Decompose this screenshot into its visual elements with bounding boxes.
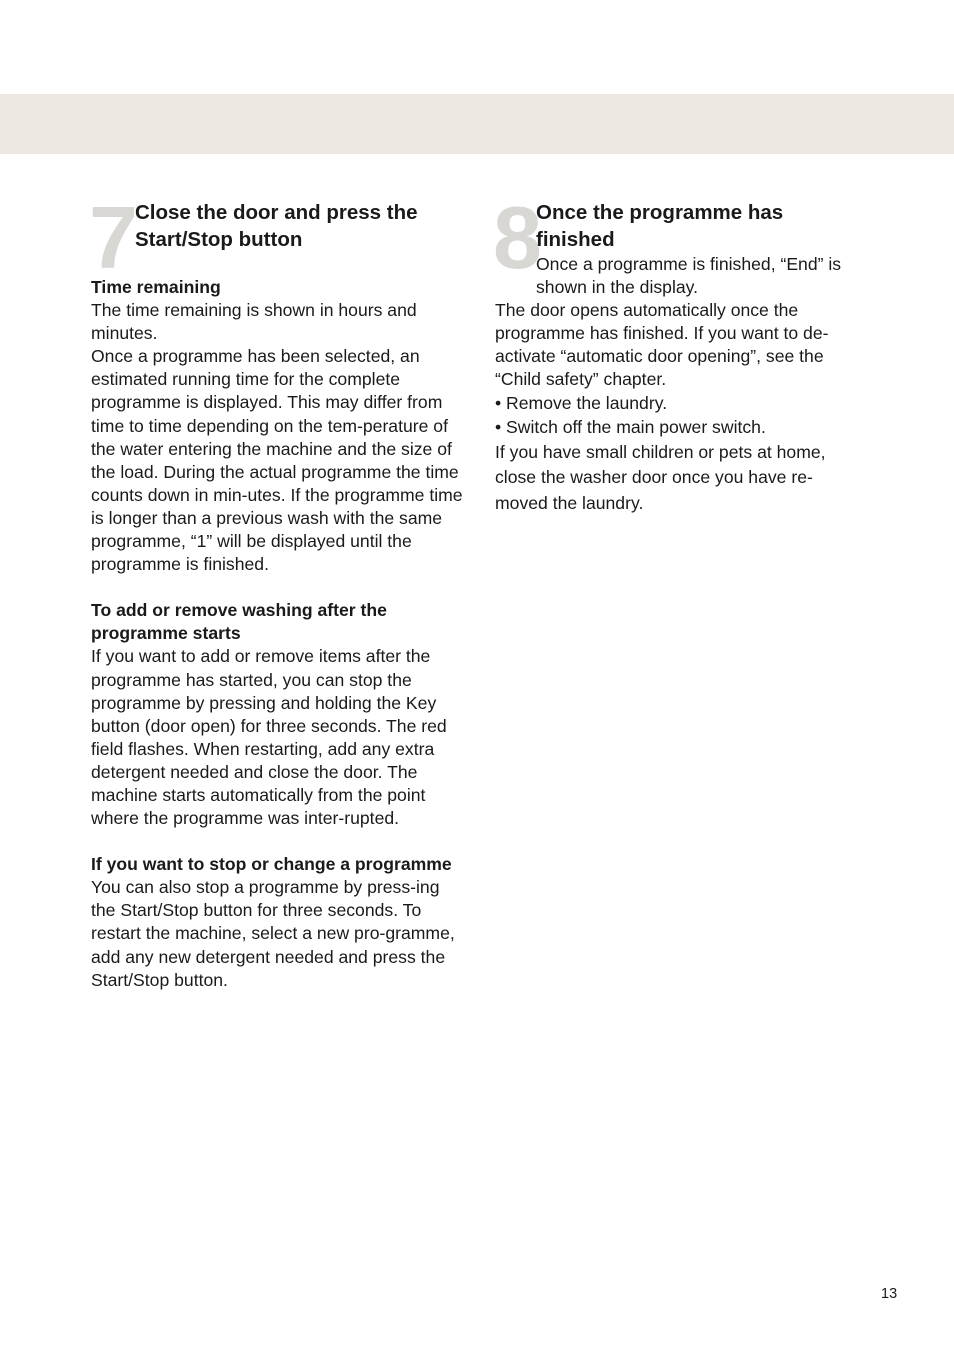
step-8-body: The door opens automatically once the programme has finished. If you want to de-activate “automatic door opening”, see the “Child safety” chapter.: [495, 300, 829, 390]
bullet-item: • Remove the laundry.: [495, 392, 668, 413]
step-8-title: Once the programme has finished: [536, 201, 784, 251]
step-8-column: [493, 188, 860, 516]
step-7-number: 7: [89, 188, 134, 287]
section-paragraph: If you want to add or remove items after the programme has started, you can stop the programme by pressing and holding the Key button (door open) for three seconds. The red field flashes. When restarting, add any extra detergent needed and close the door. The machine starts automatically from the point where the programme was inter-rupted.: [91, 646, 447, 829]
section-heading-time-remaining: Time remaining: [91, 277, 221, 297]
step-8-closing: If you have small children or pets at home, close the washer door once you have re-moved the laundry.: [495, 441, 826, 513]
header-band: [0, 94, 954, 154]
section-heading-add-remove: To add or remove washing after the programme starts: [91, 600, 387, 644]
bullet-item: • Switch off the main power switch.: [495, 416, 766, 437]
step-8-number: 8: [493, 188, 538, 287]
section-paragraph: Once a programme has been selected, an estimated running time for the complete programme is displayed. This may differ from time to time depending on the tem-perature of the water entering the machine and the size of the load. During the actual programme the time counts down in min-utes. If the programme time is longer than a previous wash with the same programme, “1” will be displayed until the programme is finished.: [91, 346, 463, 575]
step-8-intro: Once a programme is finished, “End” is shown in the display.: [536, 254, 842, 298]
section-heading-stop-change: If you want to stop or change a programme: [91, 854, 452, 875]
page-number: 13: [881, 1286, 898, 1302]
step-7-title: Close the door and press the Start/Stop button: [135, 201, 418, 251]
section-paragraph: You can also stop a programme by press-ing the Start/Stop button for three seconds. To restart the machine, select a new pro-gramme, add any new detergent needed and press the Start/Stop button.: [91, 877, 455, 990]
step-7-column: [89, 188, 463, 992]
section-paragraph: The time remaining is shown in hours and minutes.: [91, 300, 417, 344]
